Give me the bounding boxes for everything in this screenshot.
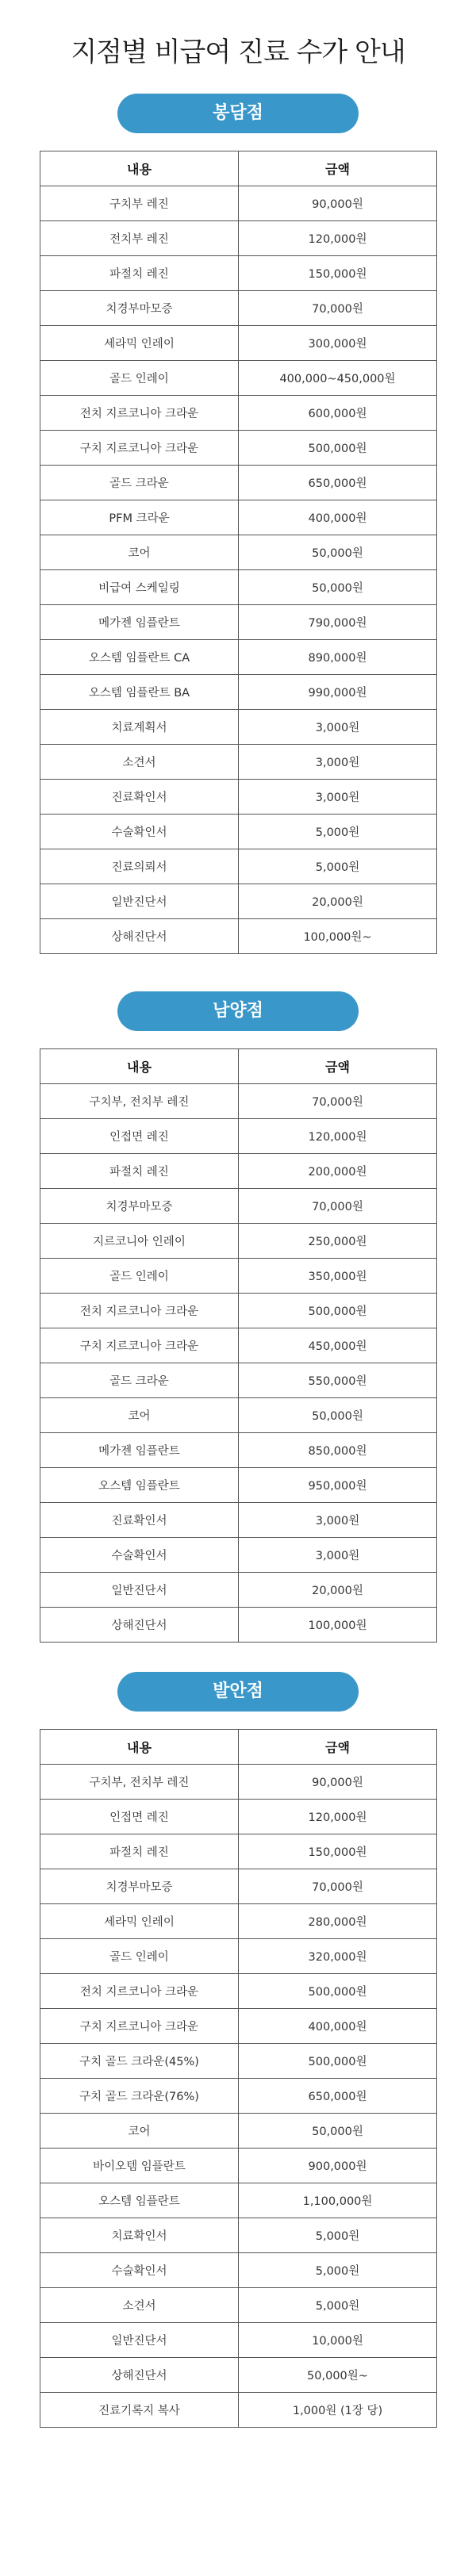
item-column-header: 내용 <box>40 1049 239 1084</box>
table-row <box>40 2288 437 2323</box>
price-cell: 400,000~450,000원 <box>239 361 437 396</box>
table-row <box>40 1259 437 1294</box>
item-cell: 치경부마모증 <box>40 1869 239 1904</box>
price-cell: 70,000원 <box>239 1084 437 1119</box>
price-cell: 350,000원 <box>239 1259 437 1294</box>
item-cell: 전치 지르코니아 크라운 <box>40 1974 239 2009</box>
item-cell: 치료확인서 <box>40 2218 239 2253</box>
table-row <box>40 431 437 466</box>
price-cell: 850,000원 <box>239 1433 437 1468</box>
item-cell: 구치 지르코니아 크라운 <box>40 1328 239 1363</box>
price-cell: 450,000원 <box>239 1328 437 1363</box>
price-cell: 500,000원 <box>239 2044 437 2079</box>
price-cell: 200,000원 <box>239 1154 437 1189</box>
item-cell: 치경부마모증 <box>40 1189 239 1224</box>
table-row <box>40 1538 437 1573</box>
price-cell: 890,000원 <box>239 640 437 675</box>
item-cell: 수술확인서 <box>40 815 239 849</box>
item-cell: 구치부 레진 <box>40 186 239 221</box>
item-cell: 비급여 스케일링 <box>40 570 239 605</box>
table-row <box>40 1503 437 1538</box>
table-row <box>40 466 437 500</box>
table-row <box>40 1765 437 1800</box>
table-row <box>40 1939 437 1974</box>
table-row <box>40 1433 437 1468</box>
table-row <box>40 1328 437 1363</box>
branch-title: 발안점 <box>117 1672 359 1712</box>
price-column-header: 금액 <box>239 1049 437 1084</box>
table-row <box>40 1189 437 1224</box>
table-row <box>40 1468 437 1503</box>
item-cell: 인접면 레진 <box>40 1800 239 1834</box>
fee-table <box>40 1048 437 1643</box>
price-cell: 3,000원 <box>239 745 437 780</box>
price-column-header: 금액 <box>239 151 437 186</box>
price-cell: 300,000원 <box>239 326 437 361</box>
item-cell: 진료확인서 <box>40 1503 239 1538</box>
price-cell: 20,000원 <box>239 1573 437 1608</box>
item-cell: 인접면 레진 <box>40 1119 239 1154</box>
item-cell: 진료확인서 <box>40 780 239 815</box>
table-row <box>40 1608 437 1643</box>
item-cell: 구치 지르코니아 크라운 <box>40 2009 239 2044</box>
item-cell: 치료계획서 <box>40 710 239 745</box>
fee-table <box>40 151 437 954</box>
table-row <box>40 570 437 605</box>
price-cell: 500,000원 <box>239 431 437 466</box>
price-cell: 150,000원 <box>239 1834 437 1869</box>
table-row <box>40 1974 437 2009</box>
item-cell: 진료의뢰서 <box>40 849 239 884</box>
item-cell: 일반진단서 <box>40 1573 239 1608</box>
price-cell: 550,000원 <box>239 1363 437 1398</box>
table-row <box>40 1294 437 1328</box>
table-row <box>40 256 437 291</box>
item-cell: 메가젠 임플란트 <box>40 605 239 640</box>
table-row <box>40 2009 437 2044</box>
price-cell: 1,100,000원 <box>239 2183 437 2218</box>
price-cell: 320,000원 <box>239 1939 437 1974</box>
branch-title: 남양점 <box>117 991 359 1031</box>
table-row <box>40 1224 437 1259</box>
item-cell: 상해진단서 <box>40 1608 239 1643</box>
item-cell: 소견서 <box>40 745 239 780</box>
page-title: 지점별 비급여 진료 수가 안내 <box>71 36 405 68</box>
table-row <box>40 396 437 431</box>
price-cell: 70,000원 <box>239 291 437 326</box>
branch-title: 봉담점 <box>117 94 359 133</box>
item-cell: 진료기록지 복사 <box>40 2393 239 2428</box>
price-cell: 50,000원 <box>239 1398 437 1433</box>
item-column-header: 내용 <box>40 1730 239 1765</box>
price-cell: 950,000원 <box>239 1468 437 1503</box>
table-row <box>40 2183 437 2218</box>
item-cell: 상해진단서 <box>40 2358 239 2393</box>
price-cell: 400,000원 <box>239 2009 437 2044</box>
table-row <box>40 2079 437 2114</box>
price-cell: 5,000원 <box>239 2218 437 2253</box>
price-cell: 120,000원 <box>239 221 437 256</box>
table-row <box>40 675 437 710</box>
price-cell: 50,000원 <box>239 2114 437 2149</box>
price-cell: 250,000원 <box>239 1224 437 1259</box>
table-row <box>40 1869 437 1904</box>
item-cell: 메가젠 임플란트 <box>40 1433 239 1468</box>
table-row <box>40 2114 437 2149</box>
table-row <box>40 291 437 326</box>
table-row <box>40 1154 437 1189</box>
item-cell: 일반진단서 <box>40 2323 239 2358</box>
price-cell: 100,000원~ <box>239 919 437 954</box>
table-row <box>40 1398 437 1433</box>
table-row <box>40 186 437 221</box>
table-row <box>40 710 437 745</box>
item-cell: 구치부, 전치부 레진 <box>40 1084 239 1119</box>
table-row <box>40 2218 437 2253</box>
item-cell: 상해진단서 <box>40 919 239 954</box>
table-row <box>40 1834 437 1869</box>
price-cell: 90,000원 <box>239 1765 437 1800</box>
table-row <box>40 884 437 919</box>
price-cell: 5,000원 <box>239 2253 437 2288</box>
item-cell: 세라믹 인레이 <box>40 1904 239 1939</box>
price-cell: 150,000원 <box>239 256 437 291</box>
item-cell: 치경부마모증 <box>40 291 239 326</box>
price-cell: 5,000원 <box>239 2288 437 2323</box>
price-cell: 3,000원 <box>239 1538 437 1573</box>
table-row <box>40 605 437 640</box>
item-cell: 오스템 임플란트 CA <box>40 640 239 675</box>
table-row <box>40 1084 437 1119</box>
item-cell: 골드 인레이 <box>40 1259 239 1294</box>
price-cell: 120,000원 <box>239 1119 437 1154</box>
item-cell: 전치 지르코니아 크라운 <box>40 396 239 431</box>
item-cell: 세라믹 인레이 <box>40 326 239 361</box>
table-row <box>40 1119 437 1154</box>
price-cell: 3,000원 <box>239 780 437 815</box>
table-row <box>40 1800 437 1834</box>
table-row <box>40 815 437 849</box>
item-cell: 오스템 임플란트 <box>40 2183 239 2218</box>
price-cell: 10,000원 <box>239 2323 437 2358</box>
item-cell: 파절치 레진 <box>40 1834 239 1869</box>
item-cell: 전치 지르코니아 크라운 <box>40 1294 239 1328</box>
table-row <box>40 780 437 815</box>
table-row <box>40 745 437 780</box>
item-cell: 골드 크라운 <box>40 466 239 500</box>
price-column-header: 금액 <box>239 1730 437 1765</box>
table-row <box>40 2393 437 2428</box>
price-cell: 500,000원 <box>239 1974 437 2009</box>
item-cell: 골드 크라운 <box>40 1363 239 1398</box>
item-cell: 지르코니아 인레이 <box>40 1224 239 1259</box>
price-cell: 400,000원 <box>239 500 437 535</box>
item-cell: PFM 크라운 <box>40 500 239 535</box>
price-cell: 5,000원 <box>239 849 437 884</box>
price-cell: 120,000원 <box>239 1800 437 1834</box>
price-cell: 600,000원 <box>239 396 437 431</box>
price-cell: 100,000원 <box>239 1608 437 1643</box>
item-cell: 바이오템 임플란트 <box>40 2149 239 2183</box>
price-cell: 50,000원~ <box>239 2358 437 2393</box>
item-cell: 코어 <box>40 535 239 570</box>
table-row <box>40 2253 437 2288</box>
table-header-row <box>40 1049 437 1084</box>
item-cell: 코어 <box>40 1398 239 1433</box>
item-column-header: 내용 <box>40 151 239 186</box>
price-cell: 900,000원 <box>239 2149 437 2183</box>
price-cell: 70,000원 <box>239 1869 437 1904</box>
item-cell: 오스템 임플란트 <box>40 1468 239 1503</box>
item-cell: 소견서 <box>40 2288 239 2323</box>
price-cell: 70,000원 <box>239 1189 437 1224</box>
table-row <box>40 2358 437 2393</box>
table-row <box>40 326 437 361</box>
table-row <box>40 2149 437 2183</box>
item-cell: 구치 지르코니아 크라운 <box>40 431 239 466</box>
item-cell: 구치부, 전치부 레진 <box>40 1765 239 1800</box>
table-header-row <box>40 1730 437 1765</box>
table-row <box>40 640 437 675</box>
price-cell: 20,000원 <box>239 884 437 919</box>
price-cell: 500,000원 <box>239 1294 437 1328</box>
table-row <box>40 221 437 256</box>
item-cell: 수술확인서 <box>40 2253 239 2288</box>
item-cell: 코어 <box>40 2114 239 2149</box>
table-row <box>40 2323 437 2358</box>
table-row <box>40 849 437 884</box>
price-cell: 790,000원 <box>239 605 437 640</box>
price-cell: 90,000원 <box>239 186 437 221</box>
price-cell: 50,000원 <box>239 570 437 605</box>
item-cell: 수술확인서 <box>40 1538 239 1573</box>
price-cell: 650,000원 <box>239 466 437 500</box>
table-row <box>40 500 437 535</box>
table-row <box>40 361 437 396</box>
price-cell: 3,000원 <box>239 1503 437 1538</box>
table-row <box>40 2044 437 2079</box>
table-row <box>40 535 437 570</box>
table-row <box>40 1904 437 1939</box>
item-cell: 파절치 레진 <box>40 1154 239 1189</box>
item-cell: 구치 골드 크라운(76%) <box>40 2079 239 2114</box>
item-cell: 골드 인레이 <box>40 361 239 396</box>
table-row <box>40 919 437 954</box>
price-cell: 650,000원 <box>239 2079 437 2114</box>
item-cell: 구치 골드 크라운(45%) <box>40 2044 239 2079</box>
table-row <box>40 1363 437 1398</box>
item-cell: 전치부 레진 <box>40 221 239 256</box>
price-cell: 990,000원 <box>239 675 437 710</box>
fee-table <box>40 1729 437 2428</box>
price-cell: 50,000원 <box>239 535 437 570</box>
table-row <box>40 1573 437 1608</box>
price-cell: 3,000원 <box>239 710 437 745</box>
table-header-row <box>40 151 437 186</box>
price-cell: 1,000원 (1장 당) <box>239 2393 437 2428</box>
price-cell: 5,000원 <box>239 815 437 849</box>
item-cell: 골드 인레이 <box>40 1939 239 1974</box>
item-cell: 파절치 레진 <box>40 256 239 291</box>
item-cell: 오스템 임플란트 BA <box>40 675 239 710</box>
price-cell: 280,000원 <box>239 1904 437 1939</box>
item-cell: 일반진단서 <box>40 884 239 919</box>
